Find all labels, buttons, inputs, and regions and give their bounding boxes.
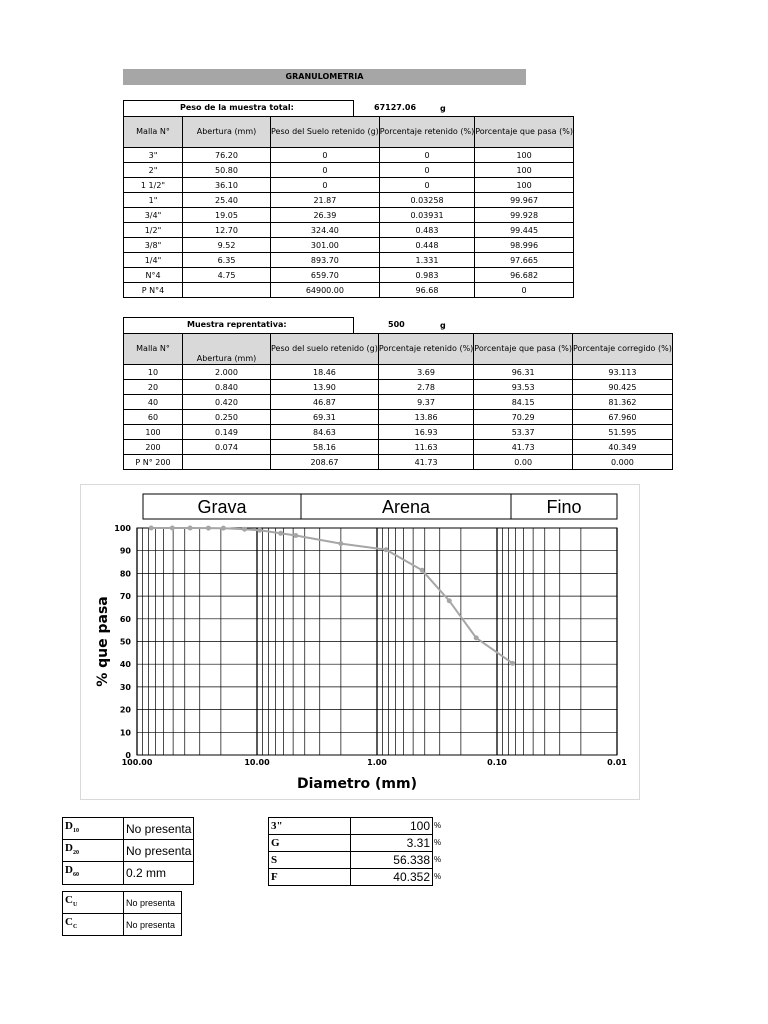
total-sample-label: Peso de la muestra total: [180,103,294,112]
unit-text: % [434,872,442,881]
grain-size-chart [80,484,640,800]
data-point [474,635,479,640]
table-cell: 96.68 [379,283,474,298]
y-tick-label: 50 [119,637,131,647]
table-cell: 81.362 [573,395,673,410]
data-series-line [151,528,513,663]
table-cell: 9.37 [378,395,473,410]
table-cell: 13.90 [271,380,379,395]
table-cell: 1 1/2" [124,178,183,193]
band-label: Arena [381,497,431,517]
value-text: No presenta [126,843,192,858]
label-subscript: 10 [72,828,79,835]
table-cell: 20 [124,380,183,395]
table-cell: 69.31 [271,410,379,425]
table-cell: 0.250 [183,410,271,425]
table-cell: 16.93 [378,425,473,440]
row-value [124,818,194,840]
table-cell: 12.70 [183,223,271,238]
row-value [124,840,194,862]
sieve-table-fine [123,333,673,470]
table-cell: 324.40 [271,223,380,238]
table-row [124,253,574,268]
table-cell: 0.00 [474,455,573,470]
value-text: 0.2 mm [126,865,167,880]
table-cell: 3" [124,148,183,163]
table-cell: P N°4 [124,283,183,298]
data-point [257,528,262,533]
value-text: No presenta [126,919,176,930]
table-cell: 0.420 [183,395,271,410]
row-label [269,869,351,886]
table-cell: N°4 [124,268,183,283]
table-cell: 4.75 [183,268,271,283]
unit-text: % [434,855,442,864]
table-cell: 3/4" [124,208,183,223]
table-cell: 301.00 [271,238,380,253]
table-cell: 0.448 [379,238,474,253]
row-value [351,818,433,835]
table-cell: 19.05 [183,208,271,223]
y-tick-label: 30 [119,682,131,692]
row-label [63,914,124,936]
table-cell: 70.29 [474,410,573,425]
table-header-row [124,334,673,365]
column-header: Porcentaje retenido (%) [378,334,473,365]
total-sample-value: 67127.06 [374,103,417,112]
table-row [124,283,574,298]
summary-table [268,817,433,886]
row-value [351,835,433,852]
y-tick-label: 10 [119,728,131,738]
table-cell: 100 [475,163,574,178]
data-point [149,526,154,531]
table-cell: 1" [124,193,183,208]
row-label [269,818,351,835]
label-text: F [271,871,278,883]
rep-sample-unit: g [440,321,446,330]
table-row [124,425,673,440]
value-text: 3.31 [406,836,430,850]
table-cell: 41.73 [378,455,473,470]
table-row [124,193,574,208]
table-cell: 21.87 [271,193,380,208]
table-cell: 84.15 [474,395,573,410]
table-cell: 208.67 [271,455,379,470]
label-text: D [65,864,73,877]
table-cell: 0.000 [573,455,673,470]
x-tick-label: 0.10 [487,758,507,767]
table-row [269,835,433,852]
table-cell: 2.78 [378,380,473,395]
table-cell: 6.35 [183,253,271,268]
table-cell: 100 [124,425,183,440]
row-label [63,862,124,884]
table-cell: P N° 200 [124,455,183,470]
table-row [124,268,574,283]
data-point [206,526,211,531]
row-label [63,818,124,840]
table-cell: 0 [379,148,474,163]
data-point [242,527,247,532]
table-cell: 659.70 [271,268,380,283]
table-cell: 0 [475,283,574,298]
table-cell: 0.03258 [379,193,474,208]
y-tick-label: 80 [119,569,131,579]
table-cell: 50.80 [183,163,271,178]
data-point [510,661,515,666]
c-values-table [62,891,182,936]
table-cell: 11.63 [378,440,473,455]
row-label [63,840,124,862]
table-cell: 0 [379,163,474,178]
x-tick-label: 100.00 [121,758,153,767]
value-text: 40.352 [393,870,430,884]
table-row [63,892,182,914]
table-cell: 0.03931 [379,208,474,223]
y-tick-label: 60 [119,614,131,624]
table-cell: 0 [379,178,474,193]
table-cell: 60 [124,410,183,425]
table-cell: 13.86 [378,410,473,425]
table-cell: 10 [124,365,183,380]
table-cell: 0 [271,178,380,193]
value-text: 56.338 [393,853,430,867]
label-subscript: U [72,902,78,909]
sieve-table-coarse [123,116,574,298]
table-row [124,440,673,455]
table-cell: 0 [271,163,380,178]
table-row [269,818,433,835]
column-header: Peso del Suelo retenido (g) [271,117,380,148]
table-cell: 96.682 [475,268,574,283]
x-tick-label: 0.01 [607,758,627,767]
y-tick-label: 40 [119,660,131,670]
table-cell: 51.595 [573,425,673,440]
table-cell: 90.425 [573,380,673,395]
table-cell: 40.349 [573,440,673,455]
label-text: D [65,820,73,832]
table-row [124,178,574,193]
table-cell: 98.996 [475,238,574,253]
table-row [124,238,574,253]
table-cell: 93.113 [573,365,673,380]
table-row [124,148,574,163]
table-row [269,869,433,886]
row-value [124,862,194,884]
table-cell: 200 [124,440,183,455]
table-cell: 99.967 [475,193,574,208]
table-cell: 0.149 [183,425,271,440]
table-cell: 97.665 [475,253,574,268]
value-text: 100 [409,819,430,833]
table-cell: 0.840 [183,380,271,395]
band-label: Fino [546,497,582,517]
table-cell: 0.983 [379,268,474,283]
table-cell: 0 [271,148,380,163]
label-subscript: 60 [72,872,79,879]
data-point [221,526,226,531]
table-cell: 99.445 [475,223,574,238]
label-text: C [65,916,73,929]
table-row [63,840,194,862]
row-value [351,869,433,886]
table-cell: 99.928 [475,208,574,223]
table-cell: 36.10 [183,178,271,193]
table-cell: 64900.00 [271,283,380,298]
row-label [269,852,351,869]
band-label: Grava [197,497,247,517]
table-cell: 3.69 [378,365,473,380]
unit-text: % [434,838,442,847]
table-cell: 2" [124,163,183,178]
table-row [124,208,574,223]
data-point [420,568,425,573]
table-row [63,862,194,884]
row-value [351,852,433,869]
x-tick-label: 1.00 [367,758,387,767]
table-cell: 100 [475,148,574,163]
table-cell: 40 [124,395,183,410]
row-label [63,892,124,914]
column-header: Malla N° [124,334,183,365]
table-row [124,410,673,425]
unit-text: % [434,821,442,830]
table-cell: 893.70 [271,253,380,268]
column-header: Malla N° [124,117,183,148]
label-text: G [271,837,280,849]
data-point [384,547,389,552]
data-point [170,526,175,531]
data-point [293,533,298,538]
total-sample-unit: g [440,104,446,113]
table-header-row [124,117,574,148]
y-tick-label: 20 [119,705,131,715]
column-header: Abertura (mm) [183,117,271,148]
table-cell: 3/8" [124,238,183,253]
label-text: S [271,854,278,866]
table-cell: 100 [475,178,574,193]
y-axis-title: % que pasa [95,596,111,687]
table-cell: 96.31 [474,365,573,380]
table-cell: 18.46 [271,365,379,380]
chart-svg [81,485,639,799]
x-tick-label: 10.00 [244,758,270,767]
table-row [124,163,574,178]
table-cell: 41.73 [474,440,573,455]
table-cell [183,455,271,470]
column-header: Porcentaje que pasa (%) [475,117,574,148]
y-tick-label: 70 [119,592,131,602]
table-cell: 1/2" [124,223,183,238]
label-text: C [65,894,73,906]
data-point [447,598,452,603]
data-point [278,531,283,536]
table-row [124,365,673,380]
table-row [124,223,574,238]
column-header: Porcentaje retenido (%) [379,117,474,148]
table-row [124,395,673,410]
table-cell: 76.20 [183,148,271,163]
table-cell: 0.483 [379,223,474,238]
y-tick-label: 90 [119,546,131,556]
table-cell: 9.52 [183,238,271,253]
column-header: Peso del suelo retenido (g) [271,334,379,365]
value-text: No presenta [126,821,192,836]
value-text: No presenta [126,897,176,908]
d-values-table [62,817,194,885]
table-row [124,380,673,395]
table-cell: 67.960 [573,410,673,425]
row-label [269,835,351,852]
table-cell: 93.53 [474,380,573,395]
label-text: D [65,842,73,855]
label-text: 3" [271,820,283,832]
label-subscript: C [72,924,78,931]
table-cell: 2.000 [183,365,271,380]
y-tick-label: 0 [125,751,131,760]
table-row [63,914,182,936]
rep-sample-value: 500 [388,320,405,329]
table-cell: 58.16 [271,440,379,455]
y-tick-label: 100 [114,524,131,533]
table-cell: 25.40 [183,193,271,208]
rep-sample-label: Muestra reprentativa: [187,320,287,329]
table-row [63,818,194,840]
table-cell: 84.63 [271,425,379,440]
column-header: Porcentaje que pasa (%) [474,334,573,365]
table-cell: 1.331 [379,253,474,268]
table-cell [183,283,271,298]
row-value [124,892,182,914]
data-point [188,526,193,531]
data-point [338,541,343,546]
table-cell: 0.074 [183,440,271,455]
table-cell: 46.87 [271,395,379,410]
table-cell: 53.37 [474,425,573,440]
label-subscript: 20 [72,850,79,857]
page-title: GRANULOMETRIA [123,69,526,85]
table-cell: 26.39 [271,208,380,223]
x-axis-title: Diametro (mm) [296,776,418,792]
column-header: Porcentaje corregido (%) [573,334,673,365]
table-row [269,852,433,869]
column-header: Abertura (mm) [183,334,271,365]
table-cell: 1/4" [124,253,183,268]
row-value [124,914,182,936]
table-row [124,455,673,470]
